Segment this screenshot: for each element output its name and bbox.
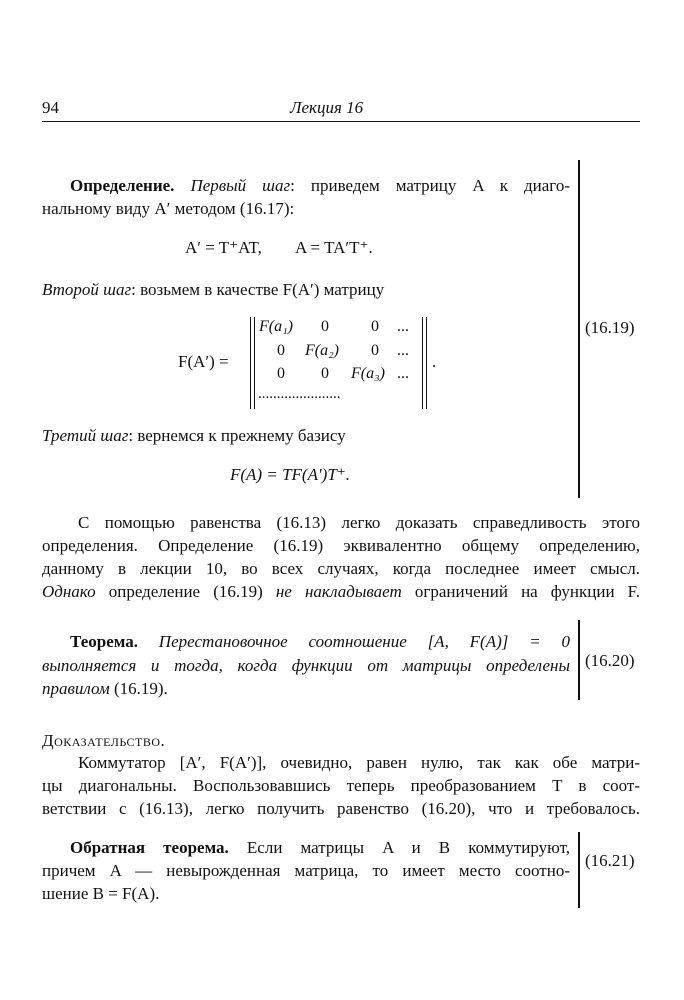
theorem-line-3 xyxy=(42,679,168,699)
matrix-bar-left-1 xyxy=(250,317,251,409)
equation-diagonalization: A′ = T⁺AT, A = TA′T⁺. xyxy=(185,238,373,257)
theorem-statement-1: Перестановочное соотношение [A, F(A)] = 0 xyxy=(158,632,571,651)
step2-label: Второй шаг xyxy=(42,280,132,299)
matrix-cell-r1-c3: 0 xyxy=(371,318,379,335)
converse-heading: Обратная теорема. xyxy=(70,838,229,857)
theorem-heading: Теорема. xyxy=(70,632,138,651)
proof-line-2: цы диагональны. Воспользовавшись теперь преобразованием T в соот- xyxy=(42,776,640,795)
matrix-bar-right-1 xyxy=(422,317,423,409)
matrix-cell-r2-c4: ... xyxy=(397,342,409,359)
paragraph1-line-2: определения. Определение (16.19) эквивалентно общему определению, xyxy=(42,536,640,555)
matrix-dots-row: ...................... xyxy=(258,386,341,402)
theorem-line-2: выполняется и тогда, когда функции от матрицы определены xyxy=(42,656,570,675)
theorem-ref: (16.19). xyxy=(109,679,168,698)
converse-statement-1: Если матрицы A и B коммутируют, xyxy=(228,838,570,857)
step2-line xyxy=(42,280,384,300)
page-number: 94 xyxy=(42,98,59,117)
step1-text-1: : приведем матрицу A к диаго- xyxy=(290,176,570,195)
converse-line-2: причем A — невырожденная матрица, то имеет место соотно- xyxy=(42,861,570,880)
definition-line-1 xyxy=(70,176,570,196)
paragraph1-line-3: данному в лекции 10, во всех случаях, когда последнее имеет смысл. xyxy=(42,559,640,578)
matrix-cell-r1-c1: F(a₁) xyxy=(259,318,293,335)
step3-label: Третий шаг xyxy=(42,426,129,445)
matrix-lhs: F(A′) = xyxy=(178,352,229,371)
converse-line-1 xyxy=(70,838,570,858)
paragraph1-not-imposed: не накладывает xyxy=(275,582,402,601)
matrix-cell-r1-c4: ... xyxy=(397,318,409,335)
header-rule xyxy=(42,121,640,122)
paragraph1-however: Однако xyxy=(42,582,96,601)
converse-line-3: шение B = F(A). xyxy=(42,884,160,903)
definition-bracket-line xyxy=(578,160,580,498)
proof-heading: Доказательство. xyxy=(42,731,166,750)
step3-line xyxy=(42,426,346,446)
matrix-cell-r3-c3: F(a₃) xyxy=(351,365,385,382)
matrix-cell-r1-c2: 0 xyxy=(321,318,329,335)
theorem-line-1 xyxy=(70,632,570,652)
definition-line-2: нальному виду A′ методом (16.17): xyxy=(42,199,295,218)
theorem-eq-number: (16.20) xyxy=(585,651,635,670)
matrix-cell-r3-c1: 0 xyxy=(277,365,285,382)
matrix-cell-r2-c1: 0 xyxy=(277,342,285,359)
matrix-bar-right-2 xyxy=(426,317,427,409)
theorem-rule-word: правилом xyxy=(42,679,110,698)
theorem-bracket-line xyxy=(578,620,580,700)
matrix-cell-r3-c4: ... xyxy=(397,365,409,382)
equation-basis-return: F(A) = TF(A′)T⁺. xyxy=(230,465,351,484)
matrix-period: . xyxy=(432,352,437,371)
paragraph1-l4-d: ограничений на функции F. xyxy=(401,582,640,601)
definition-eq-number: (16.19) xyxy=(585,318,635,337)
proof-line-1: Коммутатор [A′, F(A′)], очевидно, равен нулю, так как обе матри- xyxy=(78,753,640,772)
step1-label: Первый шаг xyxy=(190,176,291,195)
step3-text: : вернемся к прежнему базису xyxy=(128,426,346,445)
matrix-cell-r2-c3: 0 xyxy=(371,342,379,359)
converse-eq-number: (16.21) xyxy=(585,851,635,870)
converse-bracket-line xyxy=(578,832,580,908)
matrix-bar-left-2 xyxy=(254,317,255,409)
step2-text: : возьмем в качестве F(A′) матрицу xyxy=(131,280,385,299)
paragraph1-l4-b: определение (16.19) xyxy=(95,582,276,601)
definition-heading: Определение. xyxy=(70,176,175,195)
proof-line-3: ветствии с (16.13), легко получить равенство (16.20), что и требовалось. xyxy=(42,799,640,818)
running-title: Лекция 16 xyxy=(290,98,364,117)
paragraph1-line-4 xyxy=(42,582,640,602)
paragraph1-line-1: С помощью равенства (16.13) легко доказать справедливость этого xyxy=(78,513,640,532)
matrix-cell-r3-c2: 0 xyxy=(321,365,329,382)
matrix-cell-r2-c2: F(a₂) xyxy=(305,342,339,359)
